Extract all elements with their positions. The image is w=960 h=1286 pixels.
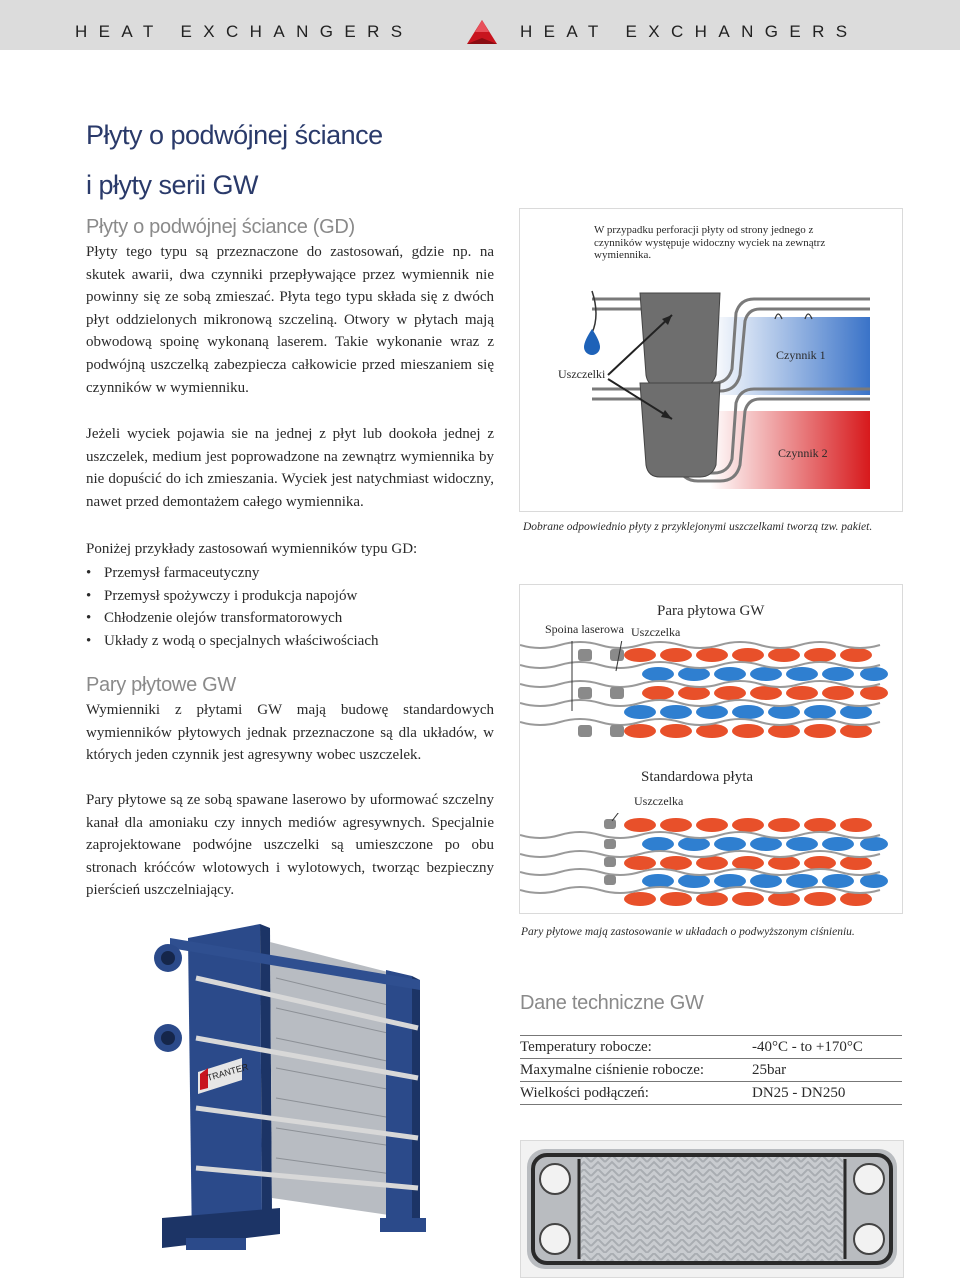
- header-text-right: HEAT EXCHANGERS: [520, 22, 859, 41]
- section-gw-paragraph-2: Pary płytowe są ze sobą spawane laserowo by uformować szczelny kanał dla amoniaku czy innych mediów agresywnych. Specjalnie zaprojektowane podwójne uszczelki są umieszczone po obu stronach króćców wlotowych i wylotowych, tworząc bezpieczny pierścień uszczelniający.: [86, 792, 494, 899]
- spec-label: Temperatury robocze:: [520, 1036, 752, 1059]
- gasketed-plate-photo: [521, 1141, 903, 1277]
- plate-photo-frame: [520, 1140, 904, 1278]
- brand-logo-icon: [465, 18, 499, 46]
- leak-note: W przypadku perforacji płyty od strony jednego z czynników występuje widoczny wyciek na zewnątrz wymiennika.: [594, 224, 826, 261]
- spec-value: 25bar: [752, 1059, 902, 1082]
- standard-plate-title: Standardowa płyta: [641, 769, 754, 785]
- gw-plate-diagram: [519, 584, 903, 914]
- header-text-left: HEAT EXCHANGERS: [75, 22, 414, 41]
- spec-label: Maxymalne ciśnienie robocze:: [520, 1059, 752, 1082]
- list-item: • Przemysł farmaceutyczny: [86, 562, 496, 585]
- table-row: [520, 1082, 902, 1105]
- figure-1-caption: Dobrane odpowiednio płyty z przyklejonymi uszczelkami tworzą tzw. pakiet.: [523, 521, 873, 533]
- specs-heading: Dane techniczne GW: [520, 992, 704, 1014]
- plate-pair-section: [520, 641, 902, 741]
- table-row: [520, 1059, 902, 1082]
- plate-cross-section: [520, 279, 902, 511]
- list-item: • Chłodzenie olejów transformatorowych: [86, 607, 496, 630]
- section-gw-heading: Pary płytowe GW: [86, 674, 236, 696]
- double-wall-diagram: [519, 208, 903, 512]
- section-gd-paragraph-2: Jeżeli wyciek pojawia sie na jednej z płyt lub dookoła jednej z uszczelek, medium jest poprowadzone na zewnątrz wymiennika by nie dopuścić do ich zmieszania. Wyciek jest natychmiast widoczny, nawet przed demontażem całego wymiennika.: [86, 426, 494, 510]
- figure-2-caption: Pary płytowe mają zastosowanie w układach o podwyższonym ciśnieniu.: [521, 926, 855, 938]
- application-list: [86, 562, 496, 652]
- table-row: [520, 1036, 902, 1059]
- leak-drop-icon: [584, 329, 600, 355]
- section-gd-heading: Płyty o podwójnej ściance (GD): [86, 216, 355, 238]
- gasket-label-standard: Uszczelka: [634, 794, 684, 808]
- plate-pair-title: Para płytowa GW: [657, 603, 765, 619]
- standard-plate-section: [520, 813, 902, 909]
- spec-label: Wielkości podłączeń:: [520, 1082, 752, 1105]
- brand-label: TRANTER: [205, 1061, 250, 1083]
- page-title-line2: i płyty serii GW: [86, 170, 259, 200]
- spec-value: -40°C - to +170°C: [752, 1036, 902, 1059]
- section-gd-paragraph-1: Płyty tego typu są przeznaczone do zastosowań, gdzie np. na skutek awarii, dwa czynniki przepływające przez wymiennik nie powinny się ze sobą zmieszać. Płyta tego typu składa się z dwóch płyt oddzielonych mikronową szczeliną. Otwory w płytach mają obwodową spoinę wykonaną laserem. Takie wykonanie wraz z podwójną uszczelką zabezpiecza całkowicie przed mieszaniem się czynników w wymienniku.: [86, 244, 494, 396]
- application-list-intro: Poniżej przykłady zastosowań wymienników typu GD:: [86, 541, 418, 557]
- section-gw-paragraph-1: Wymienniki z płytami GW mają budowę standardowych wymienników płytowych jednak przeznaczone są dla układów, w których jeden czynnik jest agresywny wobec uszczelek.: [86, 702, 494, 764]
- gaskets-label: Uszczelki: [558, 367, 606, 381]
- list-item: • Układy z wodą o specjalnych właściwościach: [86, 630, 496, 653]
- heat-exchanger-photo: [150, 918, 490, 1278]
- list-item: • Przemysł spożywczy i produkcja napojów: [86, 585, 496, 608]
- page-title: [86, 110, 383, 210]
- page-title-line1: Płyty o podwójnej ściance: [86, 120, 383, 150]
- gasket-label: Uszczelka: [631, 625, 681, 639]
- specs-table: [520, 1035, 902, 1105]
- laser-weld-label: Spoina laserowa: [545, 622, 624, 636]
- spec-value: DN25 - DN250: [752, 1082, 902, 1105]
- medium-1-label: Czynnik 1: [776, 348, 826, 362]
- header-bar: [0, 0, 960, 50]
- medium-2-label: Czynnik 2: [778, 446, 828, 460]
